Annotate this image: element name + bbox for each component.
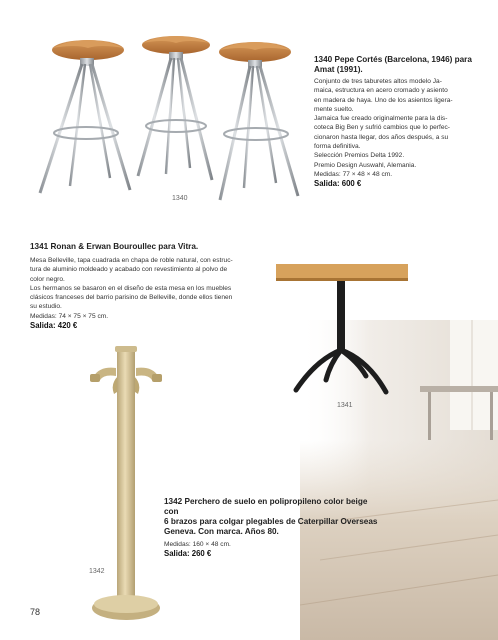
lot-1340-title-line-2: Amat (1991).	[314, 65, 363, 74]
lot-1342-title-line-3: Geneva. Con marca. Años 80.	[164, 527, 279, 536]
lot-1341-body-line: clásicos franceses del barrio parisino de Belleville, donde ellos tienen	[30, 294, 233, 302]
coat-stand-photo	[80, 340, 170, 630]
lot-1340-body-line: en madera de haya. Uno de los asientos ligera-	[314, 96, 453, 104]
lot-1340-body-line: Jamaica fue creado originalmente para la dis-	[314, 115, 448, 123]
lot-ref-1340: 1340	[172, 195, 188, 202]
lot-1342-title-line-2: 6 brazos para colgar plegables de Caterpillar Overseas	[164, 517, 378, 526]
lot-1341-body-line: Los hermanos se basaron en el diseño de esta mesa en los muebles	[30, 284, 232, 292]
stool-3	[219, 42, 298, 200]
lot-1341-body-line: tura de aluminio moldeado y acabado con revestimiento al polvo de	[30, 266, 228, 274]
lot-1340-title-line-1: 1340 Pepe Cortés (Barcelona, 1946) para	[314, 55, 472, 64]
lot-1340-body-line: forma definitiva.	[314, 143, 361, 151]
lot-1340-body-line: mente suelto.	[314, 105, 354, 113]
table-photo	[268, 262, 418, 412]
lot-1341-body-line: color negro.	[30, 275, 65, 283]
lot-1340-description	[314, 55, 480, 189]
lot-1340-body-line: Premio Design Auswahl, Alemania.	[314, 161, 417, 169]
lot-1340-body-line: Conjunto de tres taburetes altos modelo Ja-	[314, 78, 442, 85]
lot-1342-description	[164, 497, 384, 559]
page-number: 78	[30, 607, 41, 617]
lot-1340-body-line: coteca Big Ben y sufrió cambios que lo perfec-	[314, 124, 450, 132]
lot-1340-body-line: Medidas: 77 × 48 × 48 cm.	[314, 170, 393, 178]
lot-1341-description	[30, 242, 280, 331]
stool-2	[138, 36, 212, 180]
lot-1340-body-line: maica, estructura en acero cromado y asiento	[314, 87, 448, 95]
stool-1	[40, 40, 130, 193]
lot-1342-body-line: Medidas: 160 × 48 cm.	[164, 541, 231, 548]
lot-1340-body-line: Selección Premios Delta 1992.	[314, 152, 405, 160]
lot-1342-title-line-1: 1342 Perchero de suelo en polipropileno color beige con	[164, 497, 368, 516]
lot-1341-title: 1341 Ronan & Erwan Bouroullec para Vitra.	[30, 242, 199, 251]
lot-1341-price: Salida: 420 €	[30, 321, 78, 331]
lot-1340-price: Salida: 600 €	[314, 179, 362, 189]
stools-photo	[30, 28, 310, 208]
lot-ref-1342: 1342	[89, 568, 105, 575]
lot-1341-body-line: su estudio.	[30, 303, 62, 311]
lot-1342-price: Salida: 260 €	[164, 549, 212, 559]
lot-ref-1341: 1341	[337, 402, 353, 409]
lot-1340-body-line: cionaron hasta llegar, dos años después, a su	[314, 133, 449, 141]
lot-1341-body-line: Mesa Belleville, tapa cuadrada en chapa de roble natural, con estruc-	[30, 257, 233, 264]
lot-1341-body-line: Medidas: 74 × 75 × 75 cm.	[30, 312, 109, 320]
